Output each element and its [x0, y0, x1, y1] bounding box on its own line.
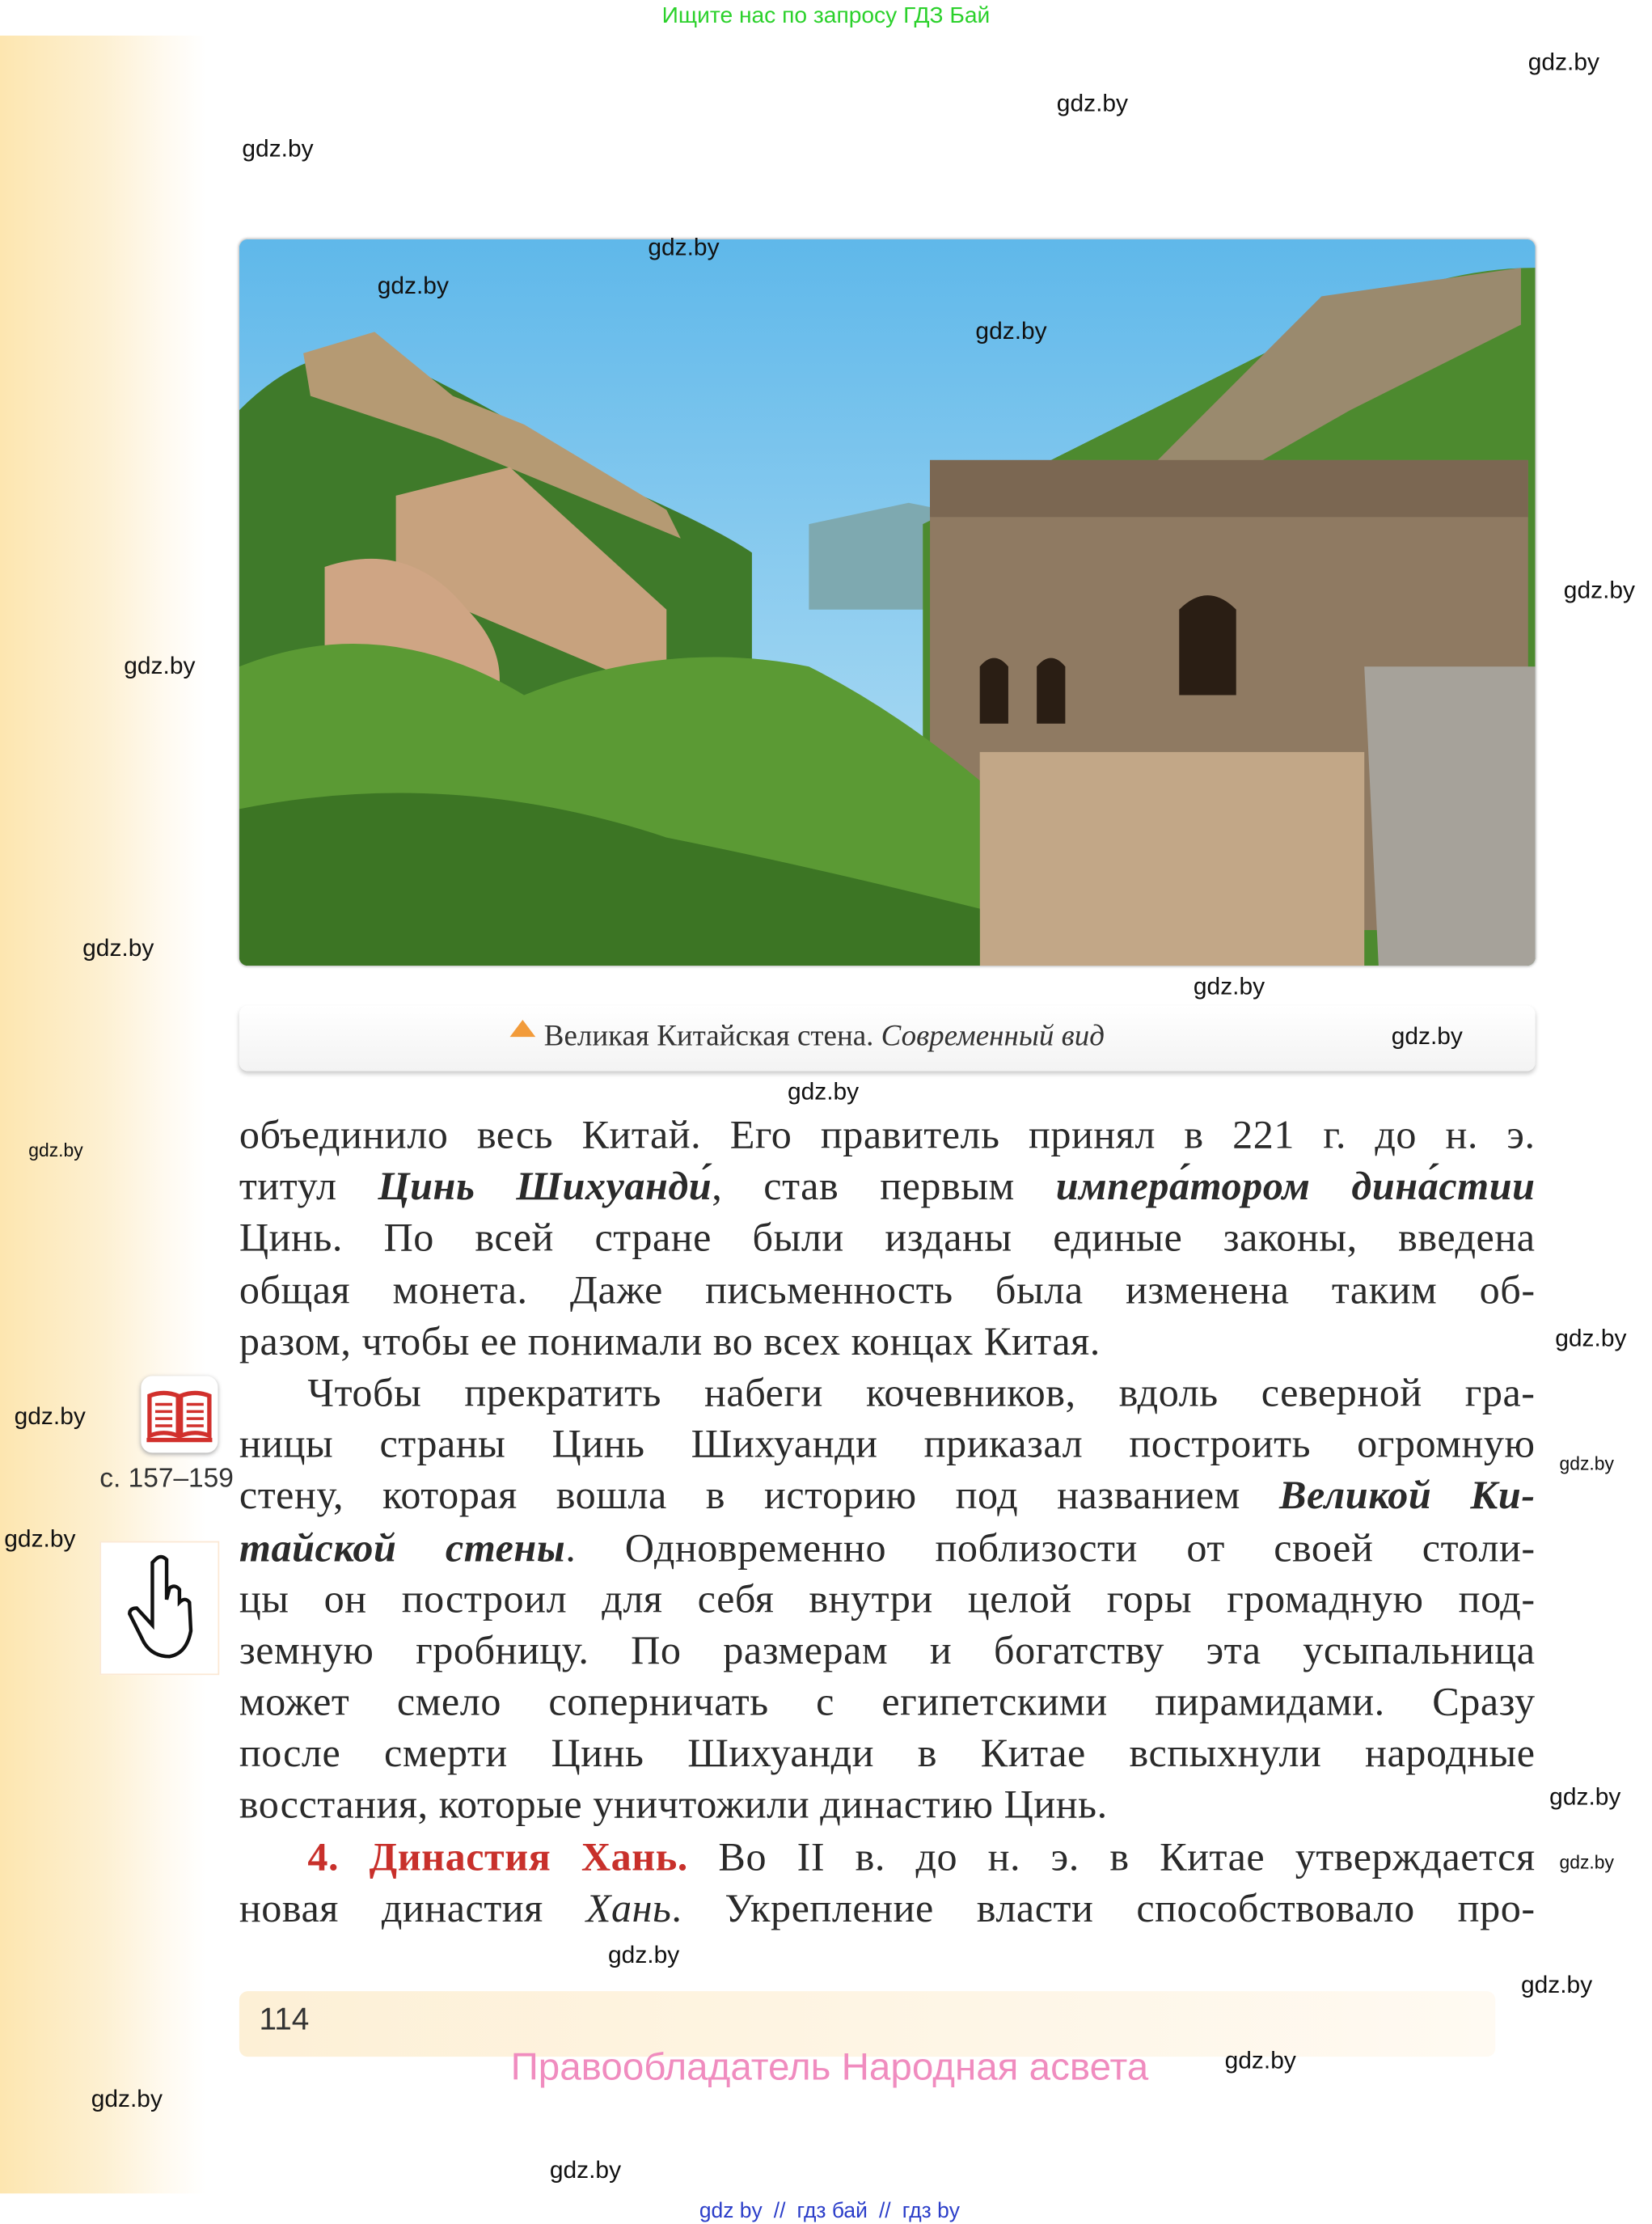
watermark: gdz.by [1559, 1452, 1614, 1474]
text-segment: . Одновременно поблизости от своей столи- [565, 1526, 1536, 1571]
watermark: gdz.by [975, 317, 1047, 345]
text-segment: ницы страны Цинь Шихуанди приказал построить огромную [239, 1423, 1536, 1468]
text-segment: , став первым [712, 1165, 1056, 1210]
text-segment: восстания, которые уничтожили династию Цинь. [239, 1783, 1108, 1829]
watermark: gdz.by [608, 1941, 680, 1968]
top-search-note: Ищите нас по запросу ГДЗ Бай [661, 4, 991, 29]
great-wall-photo [239, 239, 1536, 966]
watermark: gdz.by [1391, 1022, 1463, 1051]
text-segment: Во II в. до н. э. в Китае утверждается [687, 1835, 1536, 1880]
text-segment: после смерти Цинь Шихуанди в Китае вспыхнули народные [239, 1732, 1536, 1777]
book-icon[interactable] [141, 1376, 218, 1452]
text-line [239, 1111, 1536, 1163]
watermark: gdz.by [1193, 972, 1265, 1000]
text-line [239, 1214, 1536, 1266]
text-line [239, 1472, 1536, 1524]
text-segment: может смело соперничать с египетскими пирамидами. Сразу [239, 1681, 1536, 1725]
text-line [239, 1524, 1536, 1575]
text-line [239, 1575, 1536, 1626]
link-gdz-by-2[interactable]: гдз by [902, 2199, 960, 2224]
body-text [239, 1111, 1536, 1936]
emphasized-term: тайской стены [239, 1526, 566, 1571]
left-margin-band [0, 36, 206, 2193]
watermark: gdz.by [14, 1402, 86, 1431]
text-line [239, 1730, 1536, 1782]
text-segment: общая монета. Даже письменность была изменена таким об- [239, 1268, 1536, 1313]
watermark: gdz.by [1224, 2046, 1296, 2074]
text-segment: объединило весь Китай. Его правитель принял в 221 г. до н. э. [239, 1114, 1536, 1158]
watermark: gdz.by [1563, 577, 1636, 604]
watermark: gdz.by [82, 934, 154, 962]
text-line [239, 1266, 1536, 1317]
link-gdz-by[interactable]: gdz by [699, 2199, 763, 2224]
text-line [239, 1317, 1536, 1369]
watermark: gdz.by [1555, 1324, 1627, 1352]
pointing-hand-icon[interactable] [99, 1541, 219, 1676]
section-heading: 4. Династия Хань. [307, 1835, 688, 1880]
watermark: gdz.by [549, 2156, 622, 2184]
text-line [239, 1781, 1536, 1833]
copyright-holder: Правообладатель Народная асвета [510, 2045, 1149, 2088]
text-line [239, 1833, 1536, 1884]
watermark: gdz.by [124, 652, 196, 680]
watermark: gdz.by [377, 272, 449, 299]
text-line [239, 1162, 1536, 1214]
text-line [239, 1420, 1536, 1472]
watermark: gdz.by [91, 2085, 163, 2112]
emphasized-term: импера́тором дина́стии [1055, 1165, 1536, 1210]
watermark: gdz.by [787, 1078, 860, 1106]
text-segment: титул [239, 1165, 378, 1210]
separator: // [878, 2199, 891, 2224]
watermark: gdz.by [28, 1139, 83, 1161]
emphasized-term: Великой Ки- [1278, 1474, 1536, 1519]
watermark: gdz.by [1549, 1783, 1621, 1811]
watermark: gdz.by [1520, 1971, 1593, 1998]
pages-reference: с. 157–159 [99, 1464, 234, 1495]
caption-text: Великая Китайская стена. [543, 1018, 874, 1053]
text-segment: стену, которая вошла в историю под названием [239, 1474, 1279, 1519]
caption-italic: Современный вид [881, 1018, 1105, 1053]
bottom-links [0, 2199, 1652, 2223]
text-line [239, 1368, 1536, 1420]
watermark: gdz.by [1559, 1851, 1614, 1873]
emphasized-term: Цинь Шихуанди́ [378, 1165, 712, 1210]
text-line [239, 1678, 1536, 1730]
watermark: gdz.by [1056, 89, 1129, 117]
link-gdz-bai[interactable]: гдз бай [796, 2199, 868, 2224]
text-segment: Чтобы прекратить набеги кочевников, вдоль северной гра- [307, 1371, 1536, 1416]
text-line [239, 1626, 1536, 1678]
watermark: gdz.by [1527, 48, 1599, 76]
emphasized-term: Хань [585, 1887, 672, 1931]
watermark: gdz.by [4, 1525, 76, 1553]
watermark: gdz.by [242, 135, 314, 163]
text-segment: цы он построил для себя внутри целой горы громадную под- [239, 1577, 1536, 1622]
text-segment: земную гробницу. По размерам и богатству эта усыпальница [239, 1629, 1536, 1674]
text-segment: новая династия [239, 1887, 586, 1931]
separator: // [773, 2199, 786, 2224]
text-segment: разом, чтобы ее понимали во всех концах Китая. [239, 1320, 1101, 1364]
text-segment: Цинь. По всей стране были изданы единые законы, введена [239, 1216, 1536, 1262]
page-number: 114 [259, 2001, 310, 2037]
text-segment: . Укрепление власти способствовало про- [671, 1887, 1536, 1931]
photo-caption [239, 1005, 1536, 1071]
watermark: gdz.by [648, 233, 720, 261]
text-line [239, 1884, 1536, 1936]
triangle-marker-icon [510, 1020, 536, 1037]
